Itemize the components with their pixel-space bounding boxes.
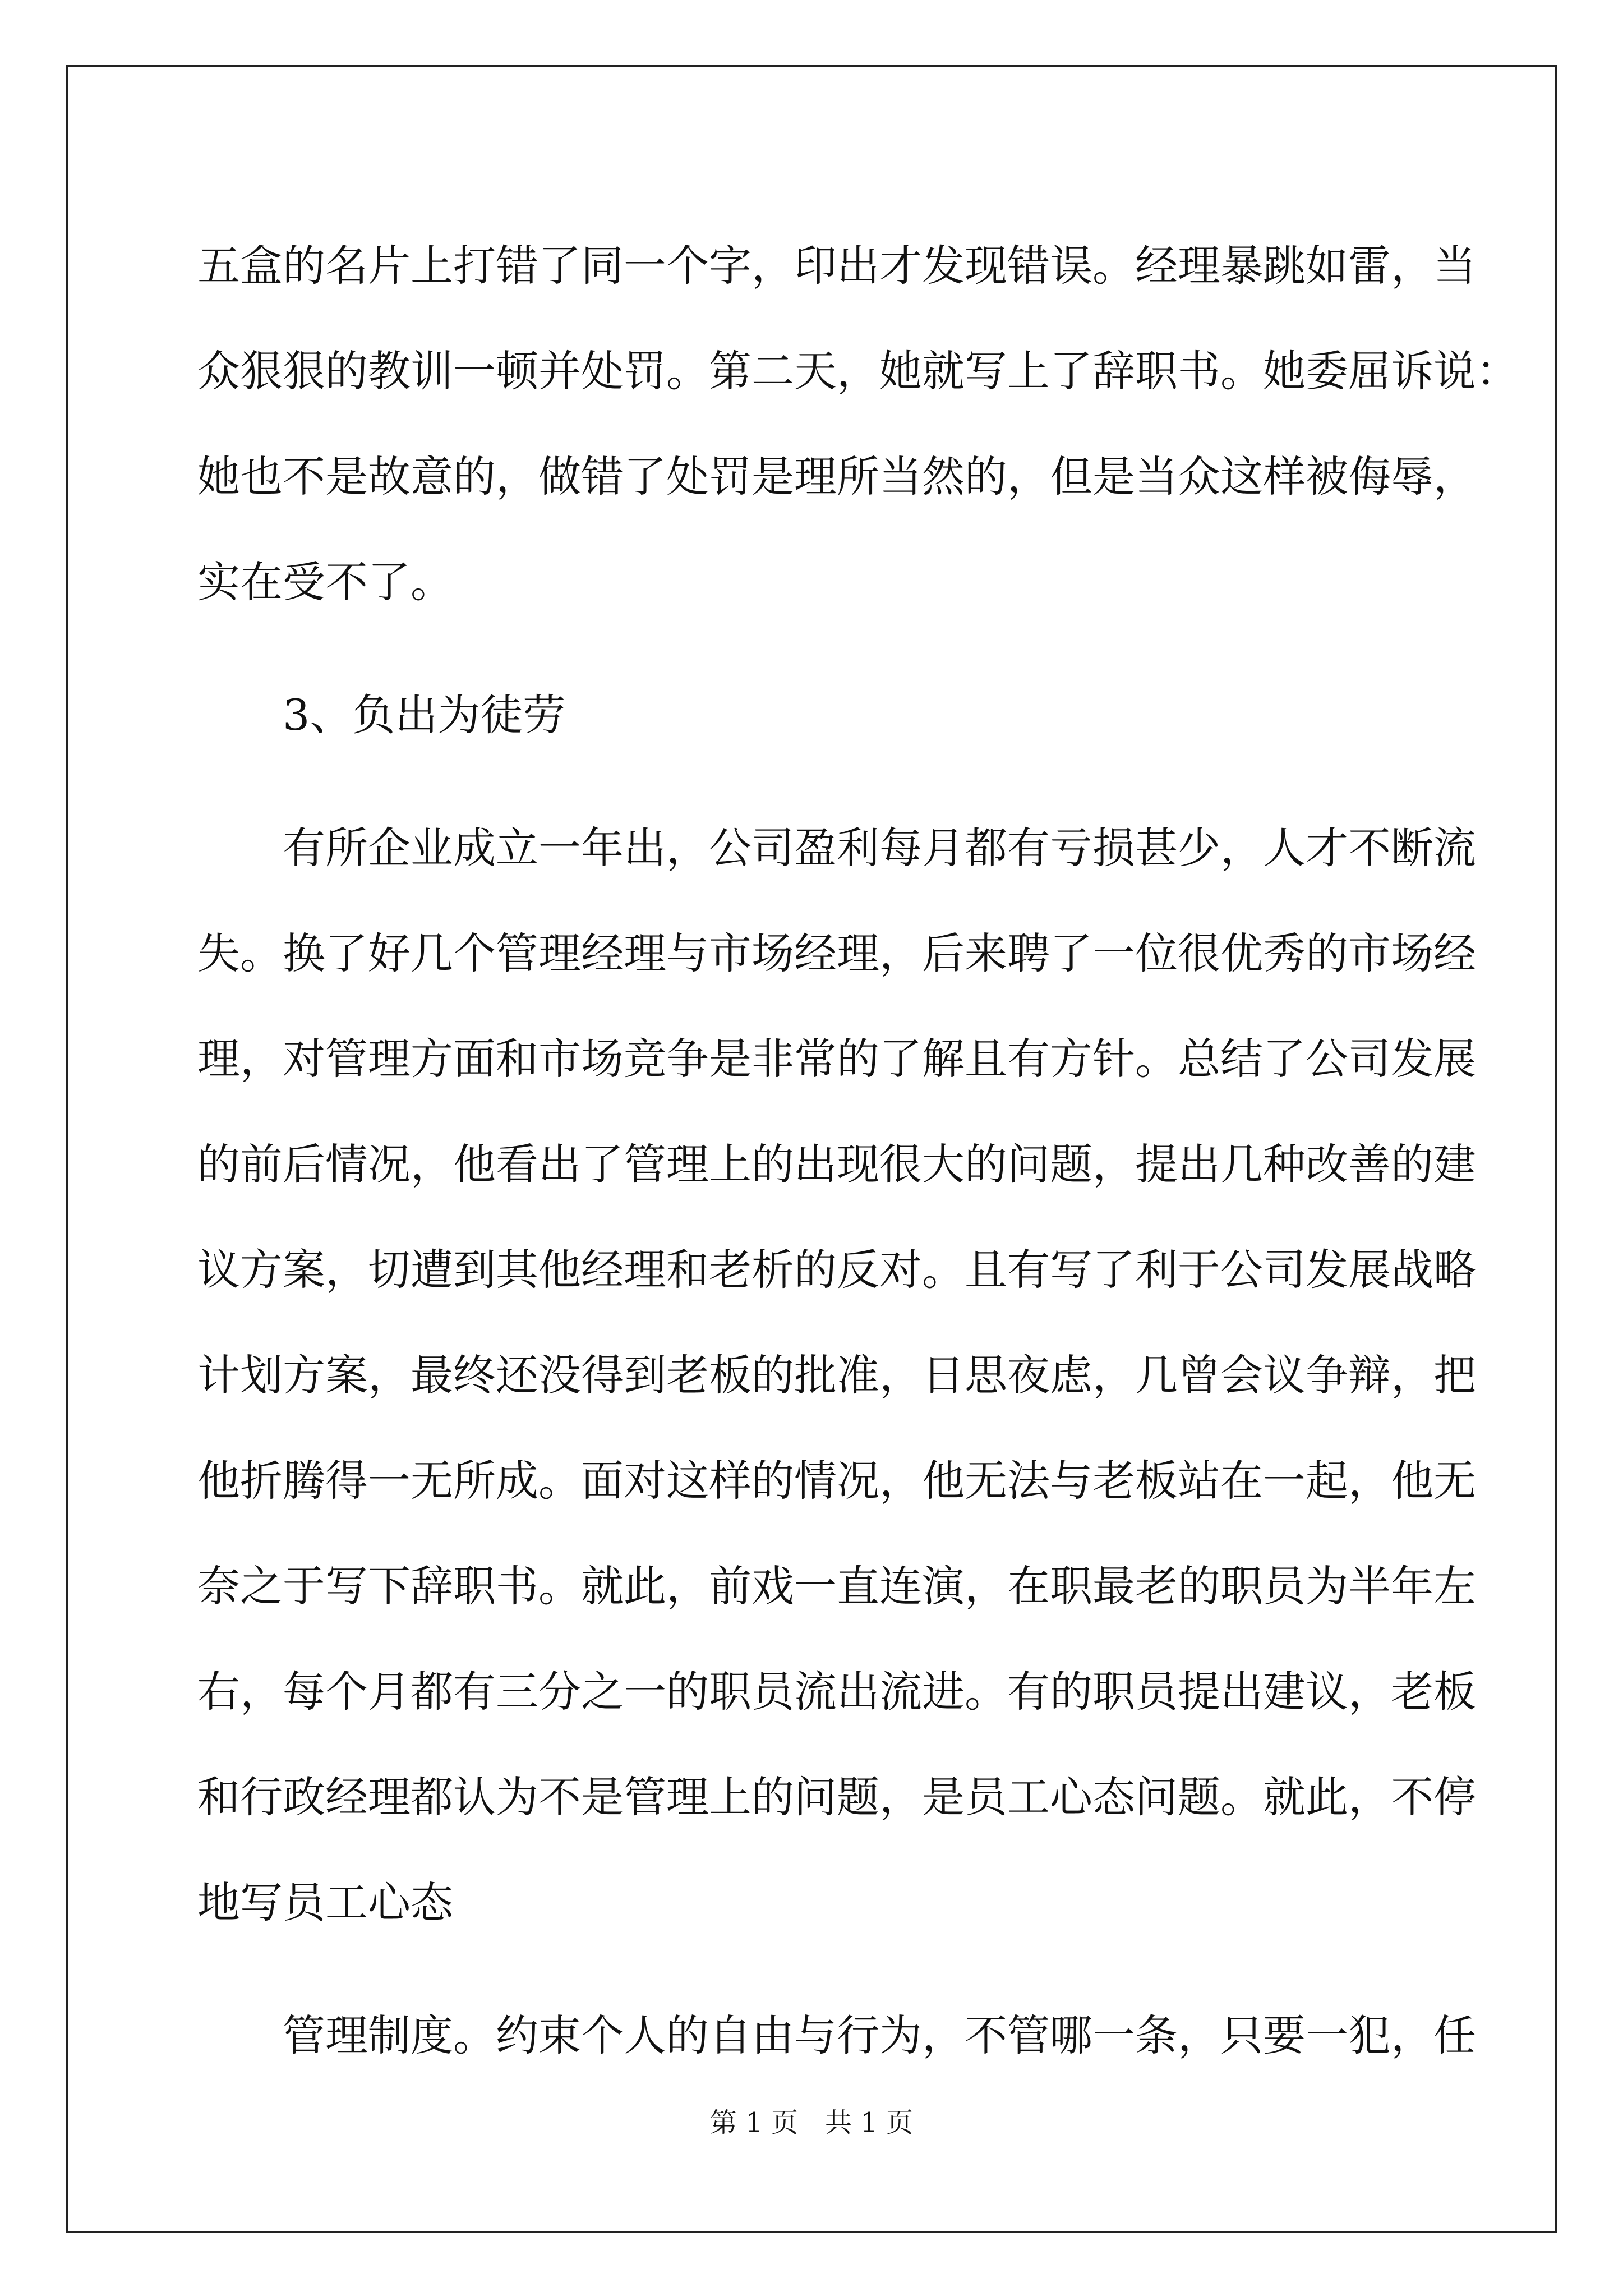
text-line: 地写员工心态 xyxy=(197,1878,453,1927)
text-line: 计划方案，最终还没得到老板的批准，日思夜虑，几曾会议争辩，把 xyxy=(197,1350,1476,1400)
page-footer xyxy=(0,2101,1623,2139)
text-line: 右，每个月都有三分之一的职员流出流进。有的职员提出建议，老板 xyxy=(197,1667,1476,1717)
text-line: 奈之于写下辞职书。就此，前戏一直连演，在职最老的职员为半年左 xyxy=(197,1561,1476,1611)
text-line: 的前后情况，他看出了管理上的出现很大的问题，提出几种改善的建 xyxy=(197,1139,1476,1189)
text-line: 理，对管理方面和市场竞争是非常的了解且有方针。总结了公司发展 xyxy=(197,1034,1476,1084)
text-line: 实在受不了。 xyxy=(197,557,453,607)
text-line: 众狠狠的教训一顿并处罚。第二天，她就写上了辞职书。她委屈诉说： xyxy=(197,346,1519,396)
paragraph-1 xyxy=(197,213,1519,635)
text-line: 五盒的名片上打错了同一个字，印出才发现错误。经理暴跳如雷，当 xyxy=(197,241,1476,291)
paragraph-4 xyxy=(197,1983,1476,2088)
text-line: 有所企业成立一年出，公司盈利每月都有亏损甚少，人才不断流 xyxy=(283,823,1476,873)
text-line: 和行政经理都认为不是管理上的问题，是员工心态问题。就此，不停 xyxy=(197,1772,1476,1822)
text-line: 他折腾得一无所成。面对这样的情况，他无法与老板站在一起，他无 xyxy=(197,1456,1476,1506)
document-body xyxy=(197,213,1519,2116)
text-line: 议方案，切遭到其他经理和老析的反对。且有写了利于公司发展战略 xyxy=(197,1245,1476,1295)
page-number-label: 第 1 页 共 1 页 xyxy=(709,2107,914,2138)
text-line: 她也不是故意的，做错了处罚是理所当然的，但是当众这样被侮辱， xyxy=(197,452,1476,501)
paragraph-3 xyxy=(197,795,1476,1955)
section-heading xyxy=(197,662,1431,768)
text-line: 失。换了好几个管理经理与市场经理，后来聘了一位很优秀的市场经 xyxy=(197,928,1476,978)
text-line: 管理制度。约束个人的自由与行为，不管哪一条，只要一犯，任 xyxy=(283,2010,1476,2060)
text-line: 3、负出为徒劳 xyxy=(283,690,566,740)
